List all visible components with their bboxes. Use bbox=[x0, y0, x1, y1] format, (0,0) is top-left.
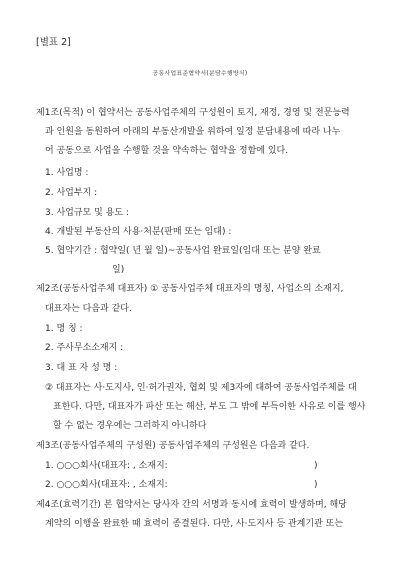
document-title: 공동사업표준협약서(분담수행방식) bbox=[152, 71, 248, 77]
article-1-line-3: 어 공동으로 사업을 수행할 것을 약속하는 협약을 정함에 있다. bbox=[45, 146, 289, 156]
article-4-line-2: 계약의 이행을 완료한 때 효력이 종결된다. 다만, 사·도지사 등 관계기관 또는 bbox=[45, 519, 344, 529]
article-1-line-2: 과 인원을 동원하여 아래의 부동산개발을 위하여 일정 분담내용에 따라 나누 bbox=[45, 127, 341, 137]
article-3-line-1: 제3조(공동사업주체의 구성원) 공동사업주체의 구성원은 다음과 같다. bbox=[36, 441, 310, 451]
item-agreement-period-cont: 일) bbox=[112, 265, 125, 275]
article-2-para-2-line-1: ② 대표자는 사·도지사, 인·허가권자, 협회 및 제3자에 대하여 공동사업주체를 대 bbox=[45, 383, 357, 393]
article-2-para-2-line-2: 표한다. 다만, 대표자가 파산 또는 해산, 부도 그 밖에 부득이한 사유로 이를 행사 bbox=[53, 402, 366, 412]
member-2: 2. ○○○회사(대표자: , 소재지: bbox=[45, 480, 168, 490]
item-project-name: 1. 사업명 : bbox=[45, 168, 89, 178]
member-1-close: ) bbox=[314, 461, 318, 471]
item-project-site: 2. 사업부지 : bbox=[45, 188, 98, 198]
item-agreement-period: 5. 협약기간 : 협약일( 년 월 일)~공동사업 완료일(임대 또는 분양 완료 bbox=[45, 246, 321, 256]
item-project-scale: 3. 사업규모 및 용도 : bbox=[45, 208, 129, 218]
article-1-line-1: 제1조(목적) 이 협약서는 공동사업주체의 구성원이 토지, 재정, 경영 및 전문능력 bbox=[36, 108, 350, 118]
item-rep-office: 2. 주사무소소재지 : bbox=[45, 343, 124, 353]
article-2-line-2: 대표자는 다음과 같다. bbox=[45, 304, 132, 314]
item-property-use: 4. 개발된 부동산의 사용·처분(판매 또는 임대) : bbox=[45, 227, 232, 237]
member-2-close: ) bbox=[314, 480, 318, 490]
article-2-line-1: 제2조(공동사업주체 대표자) ① 공동사업주체 대표자의 명칭, 사업소의 소재지, bbox=[36, 284, 344, 294]
article-4-line-1: 제4조(효력기간) 본 협약서는 당사자 간의 서명과 동시에 효력이 발생하며, 해당 bbox=[36, 500, 347, 510]
item-rep-person: 3. 대 표 자 성 명 : bbox=[45, 363, 118, 373]
article-2-para-2-line-3: 할 수 없는 경우에는 그러하지 아니하다 bbox=[53, 421, 207, 431]
member-1: 1. ○○○회사(대표자: , 소재지: bbox=[45, 461, 168, 471]
item-rep-name: 1. 명 칭 : bbox=[45, 324, 83, 334]
appendix-label: [별표 2] bbox=[36, 37, 71, 48]
